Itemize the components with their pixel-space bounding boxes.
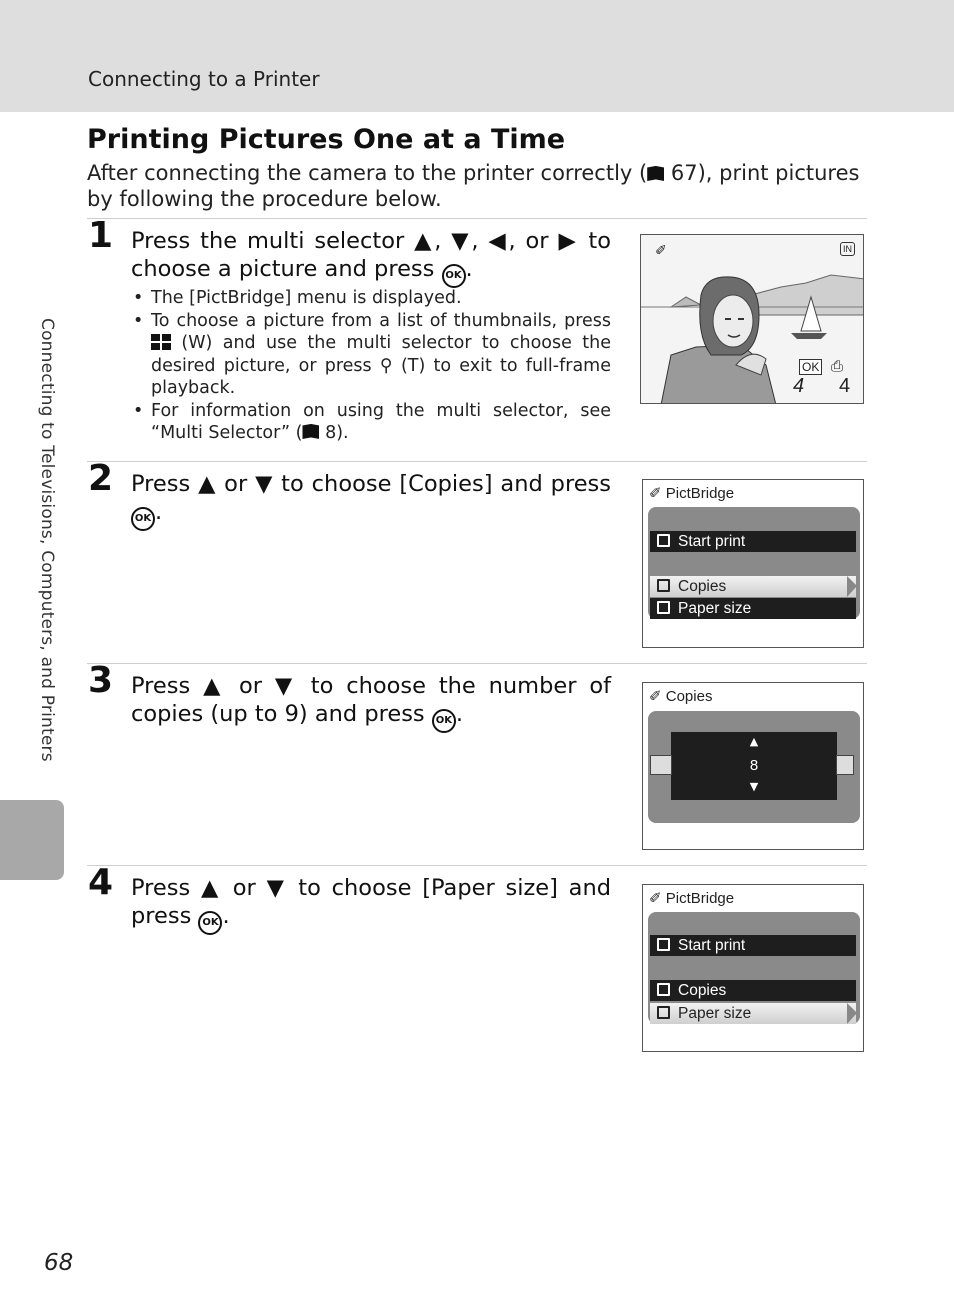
- right-arrow-icon: ▶: [558, 228, 579, 254]
- step-number: 1: [88, 215, 114, 256]
- copies-stepper[interactable]: [671, 732, 837, 800]
- step-number: 2: [88, 458, 114, 499]
- list-item: [131, 400, 611, 445]
- note-text: (T) to exit to full-frame playback.: [151, 355, 611, 398]
- menu-title-text: Copies: [665, 688, 713, 705]
- menu-title: [649, 484, 734, 502]
- step-instruction: Press ▲ or ▼ to choose the number of copies (up to 9) and press OK .: [131, 672, 611, 733]
- ok-button-icon: OK: [131, 507, 155, 531]
- stepper-left-cap: [650, 755, 672, 775]
- list-item: [131, 310, 611, 400]
- ok-button-icon: OK: [442, 264, 466, 288]
- running-header: Connecting to a Printer: [88, 67, 320, 91]
- ok-label: OK: [799, 359, 822, 375]
- playback-screen: [640, 234, 864, 404]
- up-arrow-icon: ▲: [198, 471, 217, 497]
- list-item: [131, 287, 611, 310]
- page-number: 68: [44, 1250, 74, 1276]
- step-notes: [131, 287, 611, 445]
- header-band: [0, 0, 954, 112]
- menu-item-label: Copies: [678, 578, 727, 595]
- step-text: Press the multi selector: [131, 228, 415, 254]
- left-arrow-icon: ◀: [488, 228, 509, 254]
- menu-item-paper-size[interactable]: [650, 1003, 856, 1024]
- paper-icon: [657, 1006, 670, 1019]
- side-tab-text: Connecting to Televisions, Computers, and Printers: [37, 318, 57, 762]
- step-text: or: [226, 673, 275, 699]
- step-text: , or: [508, 228, 559, 254]
- down-arrow-icon: ▼: [255, 471, 274, 497]
- copies-value: 8: [749, 757, 759, 774]
- section-title: Printing Pictures One at a Time: [87, 124, 566, 155]
- pictbridge-icon: ✐: [649, 688, 662, 705]
- divider: [87, 218, 867, 219]
- pictbridge-icon: ✐: [649, 485, 662, 502]
- step-number: 3: [88, 660, 114, 701]
- intro-ref: 67), print pictures by following the procedure below.: [87, 161, 860, 211]
- menu-item-label: Copies: [678, 982, 727, 999]
- menu-item-label: Paper size: [678, 600, 752, 617]
- copies-screen: [642, 682, 864, 850]
- print-icon: [657, 534, 670, 547]
- note-text: (W) and use the multi selector to choose the desired picture, or press: [151, 333, 611, 376]
- note-text: For information on using the multi selector, see “Multi Selector” (: [151, 400, 611, 443]
- internal-memory-icon: IN: [840, 242, 855, 256]
- step-instruction: Press ▲ or ▼ to choose [Copies] and press OK .: [131, 470, 611, 531]
- menu-title: [649, 889, 734, 907]
- copies-panel: [648, 711, 860, 823]
- up-arrow-icon: ▲: [203, 673, 227, 699]
- note-text: 8).: [325, 423, 349, 443]
- intro-paragraph: [87, 160, 867, 212]
- step-text: to choose [Copies] and press: [273, 471, 611, 497]
- copies-icon: [657, 579, 670, 592]
- step-instruction: Press the multi selector ▲, ▼, ◀, or ▶ to choose a picture and press OK .: [131, 227, 611, 288]
- menu-title: [649, 687, 712, 705]
- pictbridge-menu-screen: [642, 479, 864, 648]
- menu-item-paper-size[interactable]: [650, 598, 856, 619]
- paper-icon: [657, 601, 670, 614]
- menu-title-text: PictBridge: [665, 485, 735, 502]
- ok-button-icon: OK: [432, 709, 456, 733]
- ok-button-icon: OK: [198, 911, 222, 935]
- menu-item-start-print[interactable]: [650, 531, 856, 552]
- menu-item-label: Start print: [678, 937, 746, 954]
- step-text: Press: [131, 673, 204, 699]
- divider: [87, 865, 867, 866]
- frame-number: 4: [793, 375, 805, 397]
- stepper-right-cap: [836, 755, 854, 775]
- down-arrow-icon: ▼: [266, 875, 288, 901]
- note-text: To choose a picture from a list of thumbnails, press: [151, 310, 611, 331]
- step-number: 4: [88, 862, 114, 903]
- note-text: The [PictBridge] menu is displayed.: [151, 288, 462, 308]
- print-icon: [657, 938, 670, 951]
- book-ref-icon: [302, 424, 319, 439]
- frame-total: 4: [839, 375, 851, 397]
- intro-text: After connecting the camera to the printer correctly (: [87, 161, 648, 185]
- up-arrow-icon: ▲: [414, 228, 435, 254]
- step-text: or: [216, 471, 256, 497]
- pictbridge-menu-screen: [642, 884, 864, 1052]
- print-icon: ⎙: [831, 357, 844, 375]
- step-text: Press: [131, 875, 202, 901]
- step-text: to choose the number of copies (up to 9) and press: [131, 673, 612, 727]
- copies-icon: [657, 983, 670, 996]
- menu-item-start-print[interactable]: [650, 935, 856, 956]
- menu-item-label: Start print: [678, 533, 746, 550]
- pictbridge-icon: ✐: [655, 243, 667, 259]
- down-arrow-icon[interactable]: ▼: [749, 780, 759, 793]
- book-ref-icon: [647, 166, 664, 181]
- down-arrow-icon: ▼: [274, 673, 298, 699]
- side-tab-marker: [0, 800, 64, 880]
- step-instruction: Press ▲ or ▼ to choose [Paper size] and press OK .: [131, 874, 611, 935]
- up-arrow-icon[interactable]: ▲: [749, 735, 759, 748]
- step-text: or: [221, 875, 267, 901]
- down-arrow-icon: ▼: [451, 228, 472, 254]
- divider: [87, 663, 867, 664]
- pictbridge-icon: ✐: [649, 890, 662, 907]
- menu-item-copies[interactable]: [650, 576, 856, 597]
- divider: [87, 461, 867, 462]
- menu-item-copies[interactable]: [650, 980, 856, 1001]
- menu-title-text: PictBridge: [665, 890, 735, 907]
- menu-item-label: Paper size: [678, 1005, 752, 1022]
- step-text: Press: [131, 471, 199, 497]
- menu-panel: [648, 912, 860, 1024]
- step-text: to choose [Paper size] and press: [131, 875, 612, 929]
- up-arrow-icon: ▲: [201, 875, 222, 901]
- portrait-photo: [641, 235, 864, 404]
- thumbnail-icon: [151, 334, 171, 350]
- zoom-icon: ⚲: [379, 355, 393, 376]
- menu-panel: [648, 507, 860, 619]
- step-text: to choose a picture and press: [131, 228, 611, 282]
